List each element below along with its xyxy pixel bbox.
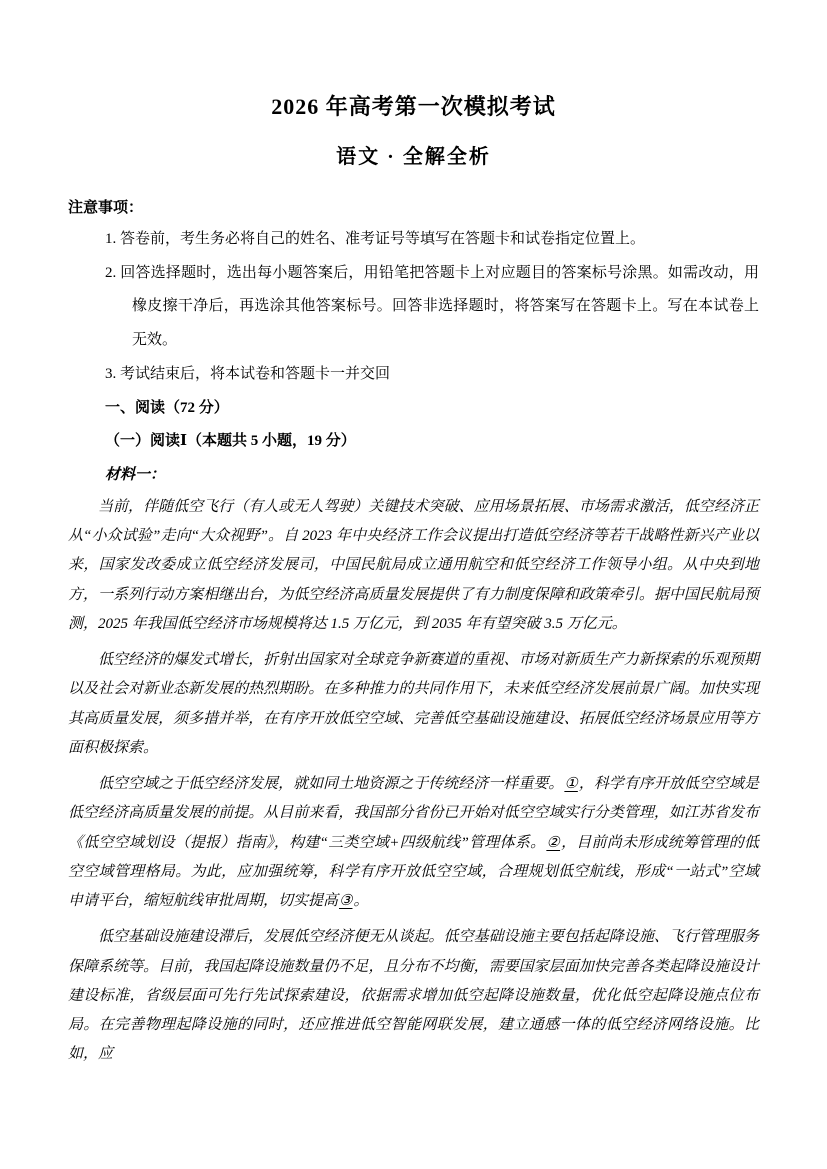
- exam-subtitle: 语文 · 全解全析: [336, 145, 491, 168]
- blank-marker: ①: [564, 776, 578, 793]
- subsection-heading-reading-1: （一）阅读Ⅰ（本题共 5 小题，19 分）: [105, 433, 356, 450]
- material-paragraph: 低空基础设施建设滞后，发展低空经济便无从谈起。低空基础设施主要包括起降设施、飞行管理服务保障系统等。目前，我国起降设施数量仍不足，且分布不均衡，需要国家层面加快完善各类起降设施设计建设标准，省级层面可先行先试探索建设，依据需求增加低空起降设施数量，优化低空起降设施点位布局。在完善物理起降设施的同时，还应推进低空智能网联发展，建立通感一体的低空经济网络设施。比如，应: [68, 929, 759, 1063]
- notice-item: 1. 答卷前，考生务必将自己的姓名、准考证号等填写在答题卡和试卷指定位置上。: [105, 230, 646, 247]
- material-paragraph: 低空经济的爆发式增长，折射出国家对全球竞争新赛道的重视、市场对新质生产力新探索的乐观预期以及社会对新业态新发展的热烈期盼。在多种推力的共同作用下，未来低空经济发展前景广阔。加快实现其高质量发展，须多措并举，在有序开放低空空域、完善低空基础设施建设、拓展低空经济场景应用等方面积极探索。: [68, 652, 759, 756]
- material-one-heading: 材料一：: [105, 467, 166, 484]
- material-paragraph: 低空空域之于低空经济发展，就如同土地资源之于传统经济一样重要。①，科学有序开放低空空域是低空经济高质量发展的前提。从目前来看，我国部分省份已开始对低空空域实行分类管理，如江苏省发布《低空空域划设（提报）指南》，构建“三类空域+四级航线”管理体系。②，目前尚未形成统筹管理的低空空域管理格局。为此，应加强统筹，科学有序开放低空空域，合理规划低空航线，形成“一站式”空域申请平台，缩短航线审批周期，切实提高③。: [68, 776, 759, 910]
- section-heading-reading: 一、阅读（72 分）: [105, 399, 229, 416]
- notice-list: [68, 223, 759, 392]
- notice-heading: 注意事项：: [68, 199, 144, 216]
- exam-title: 2026 年高考第一次模拟考试: [271, 94, 556, 119]
- notice-item: 3. 考试结束后，将本试卷和答题卡一并交回: [105, 365, 391, 382]
- notice-item: 2. 回答选择题时，选出每小题答案后，用铅笔把答题卡上对应题目的答案标号涂黑。如需改动，用橡皮擦干净后，再选涂其他答案标号。回答非选择题时，将答案写在答题卡上。写在本试卷上无效。: [105, 264, 759, 349]
- blank-marker: ③: [339, 893, 353, 910]
- material-paragraph: 当前，伴随低空飞行（有人或无人驾驶）关键技术突破、应用场景拓展、市场需求激活，低空经济正从“小众试验”走向“大众视野”。自 2023 年中央经济工作会议提出打造低空经济等若干战略性新兴产业以来，国家发改委成立低空经济发展司，中国民航局成立通用航空和低空经济工作领导小组。从中央到地方，一系列行动方案相继出台，为低空经济高质量发展提供了有力制度保障和政策牵引。据中国民航局预测，2025 年我国低空经济市场规模将达 1.5 万亿元，到 2035 年有望突破 3.5 万亿元。: [68, 498, 759, 632]
- material-paragraphs: [68, 493, 759, 1070]
- blank-marker: ②: [546, 834, 561, 851]
